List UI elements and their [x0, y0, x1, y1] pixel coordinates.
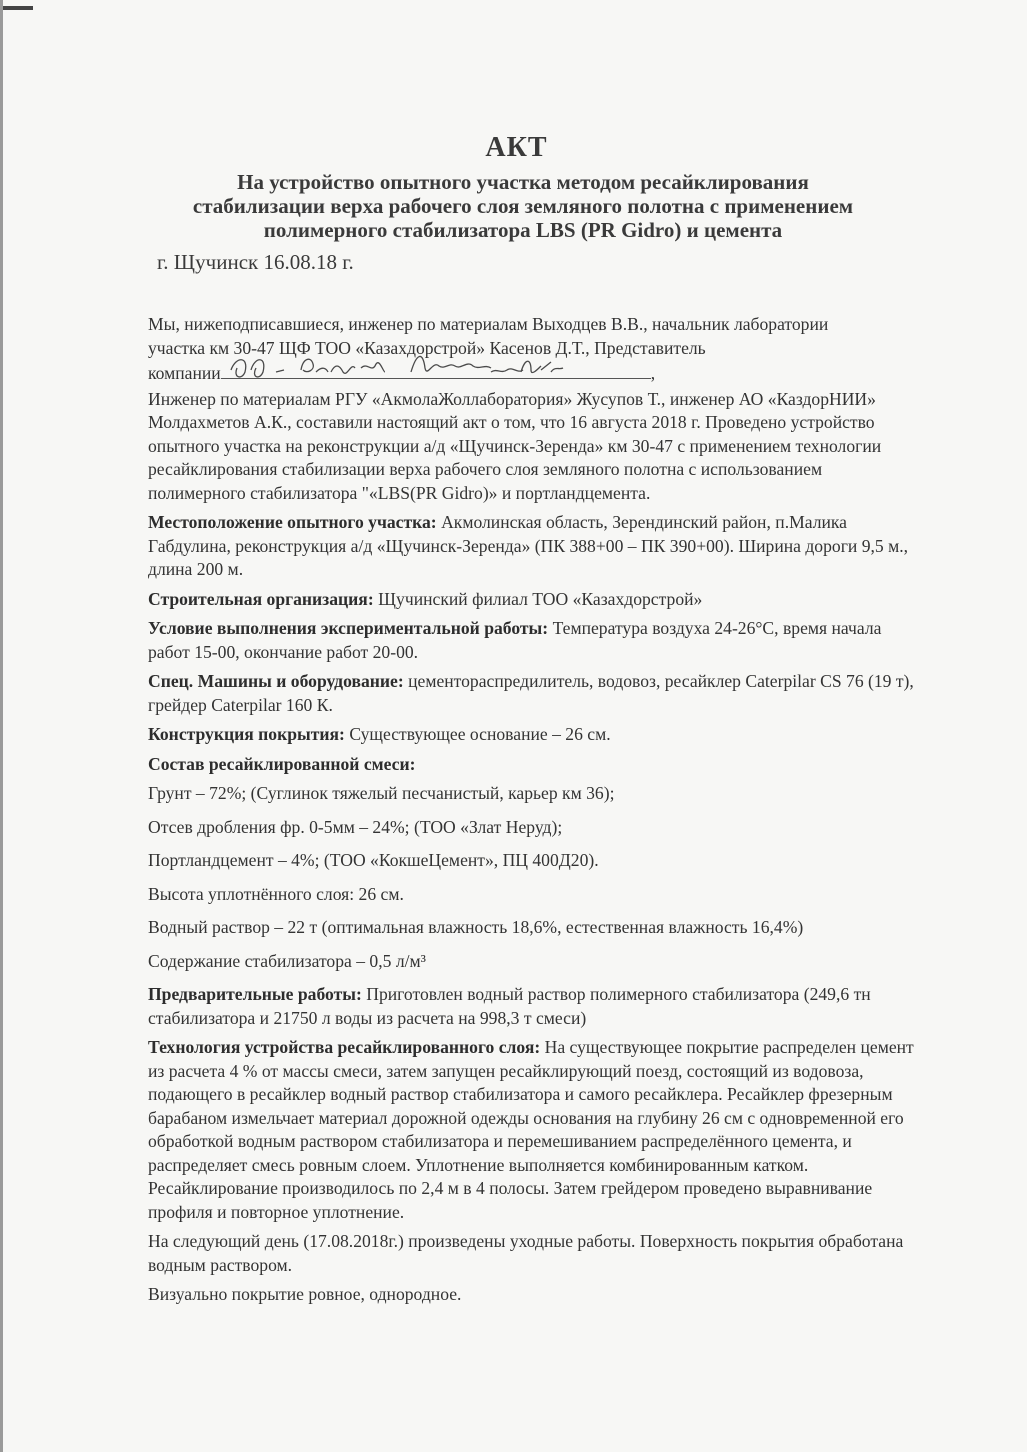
document-title: АКТ [485, 132, 548, 163]
organization-label: Строительная организация: [148, 588, 374, 609]
document-subtitle [133, 170, 913, 242]
list-item: Грунт – 72%; (Суглинок тяжелый песчанистый, карьер км 36); [148, 783, 615, 803]
construction-text: Существующее основание – 26 см. [349, 724, 611, 744]
list-item: Содержание стабилизатора – 0,5 л/м³ [148, 950, 426, 971]
technology-label: Технология устройства ресайклированного слоя: [148, 1037, 541, 1057]
subtitle-line: На устройство опытного участка методом ресайклирования [237, 170, 809, 194]
prep-paragraph [148, 983, 918, 1030]
next-day-paragraph: На следующий день (17.08.2018г.) произведены уходные работы. Поверхность покрытия обработана водным раствором. [148, 1231, 904, 1275]
machines-text: цементораспредилитель, водовоз, ресайклер Caterpilar CS 76 (19 т), грейдер Caterpilar 160 К. [148, 671, 914, 715]
mix-label: Состав ресайклированной смеси: [148, 753, 416, 774]
organization-paragraph [148, 588, 918, 612]
company-label: компании [148, 363, 221, 383]
machines-paragraph [148, 670, 918, 717]
list-item: Портландцемент – 4%; (ТОО «КокшеЦемент», ПЦ 400Д20). [148, 850, 599, 870]
visual-paragraph: Визуально покрытие ровное, однородное. [148, 1284, 462, 1304]
intro-paragraph [148, 313, 918, 386]
technology-text: На существующее покрытие распределен цемент из расчета 4 % от массы смеси, затем запущен ресайклирующий поезд, состоящий из водовоза, подающего в ресайклер водный раствор стабилизатора и самого ресайклера. Ресайклер фрезерным барабаном измельчает материал дорожной одежды основания на глубину 26 см с одновременной его обработкой водным раствором стабилизатора и перемешиванием распределённого цемента, и распределяет смесь ровным слоем. Уплотнение выполняется комбинированным катком. Ресайклирование производилось по 2,4 м в 4 полосы. Затем грейдером проведено выравнивание профиля и повторное уплотнение. [148, 1037, 914, 1222]
location-label: Местоположение опытного участка: [148, 512, 437, 532]
mix-heading [148, 753, 918, 777]
conditions-label: Условие выполнения экспериментальной работы: [148, 618, 549, 638]
construction-paragraph [148, 723, 918, 747]
organization-text: Щучинский филиал ТОО «Казахдорстрой» [378, 588, 703, 609]
location-paragraph [148, 511, 918, 582]
construction-label: Конструкция покрытия: [148, 724, 345, 744]
mix-list [148, 782, 918, 973]
intro-line-company [148, 360, 918, 386]
intro-body: Инженер по материалам РГУ «АкмолаЖоллаборатория» Жусупов Т., инженер АО «КаздорНИИ» Молдахметов А.К., составили настоящий акт о том, что 16 августа 2018 г. Проведено устройство опытного участка на реконструкции а/д «Щучинск-Зеренда» км 30-47 с применением технологии ресайклирования стабилизации верха рабочего слоя земляного полотна с использованием полимерного стабилизатора "«LBS(PR Gidro)» и портландцемента. [148, 388, 882, 503]
conditions-paragraph [148, 617, 918, 664]
intro-line: Мы, нижеподписавшиеся, инженер по материалам Выходцев В.В., начальник лаборатории [148, 314, 829, 334]
document-body [148, 313, 918, 1313]
conditions-text: Температура воздуха 24-26°С, время начала работ 15-00, окончание работ 20-00. [148, 618, 882, 662]
list-item: Отсев дробления фр. 0-5мм – 24%; (ТОО «Злат Неруд); [148, 816, 563, 837]
place-date: г. Щучинск 16.08.18 г. [157, 250, 354, 274]
subtitle-line: стабилизации верха рабочего слоя земляного полотна с применением [192, 194, 854, 218]
handwritten-company-field [221, 360, 651, 379]
scan-edge-mark [3, 6, 33, 10]
list-item: Высота уплотнённого слоя: 26 см. [148, 883, 404, 904]
intro-line: участка км 30-47 ЩФ ТОО «Казахдорстрой» Касенов Д.Т., Представитель [148, 337, 706, 358]
company-comma: , [650, 363, 656, 383]
subtitle-line: полимерного стабилизатора LBS (PR Gidro) и цемента [263, 218, 783, 242]
technology-paragraph [148, 1036, 918, 1224]
location-text: Акмолинская область, Зерендинский район, п.Малика Габдулина, реконструкция а/д «Щучинск-Зеренда» (ПК 388+00 – ПК 390+00). Ширина дороги 9,5 м., длина 200 м. [148, 512, 909, 579]
prep-text: Приготовлен водный раствор полимерного стабилизатора (249,6 тн стабилизатора и 21750 л воды из расчета на 998,3 т смеси) [148, 984, 871, 1028]
list-item: Водный раствор – 22 т (оптимальная влажность 18,6%, естественная влажность 16,4%) [148, 917, 804, 937]
machines-label: Спец. Машины и оборудование: [148, 671, 404, 691]
prep-label: Предварительные работы: [148, 984, 362, 1004]
handwriting-signature [221, 350, 651, 380]
